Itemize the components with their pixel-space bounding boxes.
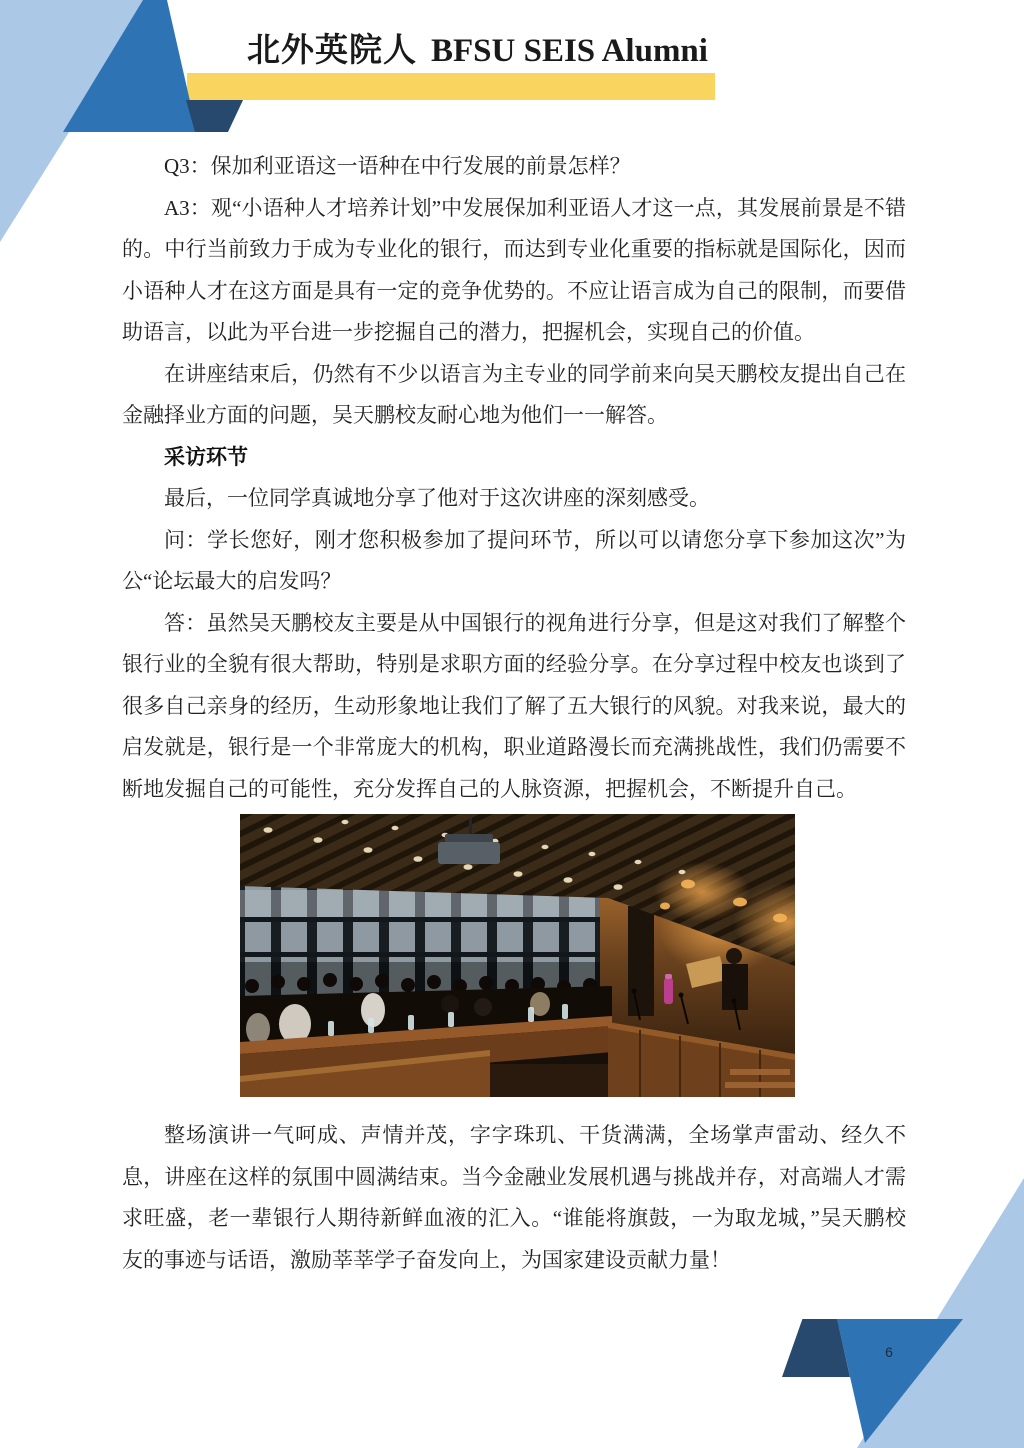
lecture-hall-photo — [240, 814, 795, 1097]
paragraph-intro-interview: 最后，一位同学真诚地分享了他对于这次讲座的深刻感受。 — [164, 486, 710, 510]
paragraph-answer: 答：虽然吴天鹏校友主要是从中国银行的视角进行分享，但是这对我们了解整个银行业的全貌有很大帮助，特别是求职方面的经验分享。在分享过程中校友也谈到了很多自己亲身的经历，生动形象地让我们了解了五大银行的风貌。对我来说，最大的启发就是，银行是一个非常庞大的机构，职业道路漫长而充满挑战性，我们仍需要不断地发掘自己的可能性，充分发挥自己的人脉资源，把握机会，不断提升自己。 — [122, 610, 906, 801]
header-yellow-bar — [187, 73, 715, 100]
paragraph-closing: 整场演讲一气呵成、声情并茂，字字珠玑、干货满满，全场掌声雷动、经久不息，讲座在这样的氛围中圆满结束。当今金融业发展机遇与挑战并存，对高端人才需求旺盛，老一辈银行人期待新鲜血液的汇入。“谁能将旗鼓，一为取龙城，”吴天鹏校友的事迹与话语，激励莘莘学子奋发向上，为国家建设贡献力量！ — [122, 1123, 906, 1272]
lecture-photo-image — [240, 814, 795, 1097]
paragraph-after-lecture: 在讲座结束后，仍然有不少以语言为主专业的同学前来向吴天鹏校友提出自己在金融择业方面的问题，吴天鹏校友耐心地为他们一一解答。 — [122, 361, 906, 427]
masthead — [247, 24, 708, 69]
newsletter-title-chinese: 北外英院人 — [247, 31, 417, 68]
paragraph-q3: Q3：保加利亚语这一语种在中行发展的前景怎样？ — [164, 154, 631, 178]
newsletter-title-english: BFSU SEIS Alumni — [431, 33, 708, 69]
article-body — [122, 146, 906, 1281]
page-number: 6 — [885, 1344, 893, 1360]
section-heading-interview: 采访环节 — [164, 445, 248, 469]
paragraph-a3: A3：观“小语种人才培养计划”中发展保加利亚语人才这一点，其发展前景是不错的。中行当前致力于成为专业化的银行，而达到专业化重要的指标就是国际化，因而小语种人才在这方面是具有一定的竞争优势的。不应让语言成为自己的限制，而要借助语言，以此为平台进一步挖掘自己的潜力，把握机会，实现自己的价值。 — [122, 195, 906, 344]
paragraph-question: 问：学长您好，刚才您积极参加了提问环节，所以可以请您分享下参加这次”为公“论坛最大的启发吗？ — [122, 527, 906, 593]
